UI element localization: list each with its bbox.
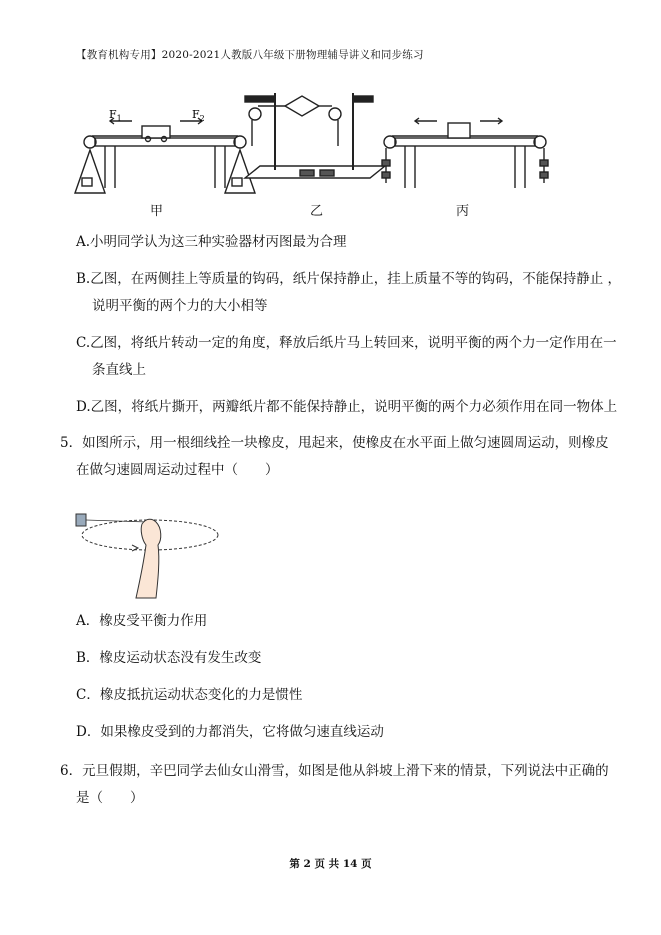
caption-jia: 甲 (150, 204, 164, 219)
option-b-line1: B.乙图，在两侧挂上等质量的钩码，纸片保持静止，挂上质量不等的钩码，不能保持静止 ， (76, 271, 622, 287)
apparatus-jia (75, 118, 255, 193)
eraser-circle-figure (70, 500, 230, 600)
question-5-line2: 在做匀速圆周运动过程中（ ） (76, 462, 279, 478)
caption-bing: 丙 (456, 204, 470, 219)
option-c-line2: 条直线上 (92, 362, 146, 378)
option-a: A.小明同学认为这三种实验器材丙图最为合理 (76, 234, 347, 250)
q5-option-c: C．橡皮抵抗运动状态变化的力是惯性 (76, 687, 303, 703)
caption-yi: 乙 (310, 204, 324, 219)
q5-option-b: B．橡皮运动状态没有发生改变 (76, 650, 262, 666)
force-label-f2: $F_2$ (192, 108, 205, 123)
page-footer: 第 2 页 共 14 页 (289, 858, 372, 870)
question-6-line1: 6．元旦假期，辛巴同学去仙女山滑雪，如图是他从斜坡上滑下来的情景，下列说法中正确的 (60, 763, 609, 779)
option-d: D.乙图，将纸片撕开，两瓣纸片都不能保持静止，说明平衡的两个力必须作用在同一物体上 (76, 399, 618, 415)
page-header: 【教育机构专用】2020-2021人教版八年级下册物理辅导讲义和同步练习 (76, 49, 424, 61)
apparatus-yi (245, 93, 385, 178)
question-6-line2: 是（ ） (76, 790, 144, 806)
option-b-line2: 说明平衡的两个力的大小相等 (92, 298, 268, 314)
q5-option-a: A．橡皮受平衡力作用 (76, 613, 208, 629)
q5-option-d: D．如果橡皮受到的力都消失，它将做匀速直线运动 (76, 724, 384, 740)
apparatus-figure (70, 88, 600, 218)
force-label-f1: $F_1$ (109, 108, 122, 123)
option-c-line1: C.乙图，将纸片转动一定的角度，释放后纸片马上转回来，说明平衡的两个力一定作用在一 (76, 335, 617, 351)
apparatus-bing (382, 118, 548, 188)
question-5-line1: 5．如图所示，用一根细线拴一块橡皮，甩起来，使橡皮在水平面上做匀速圆周运动，则橡皮 (60, 435, 609, 451)
